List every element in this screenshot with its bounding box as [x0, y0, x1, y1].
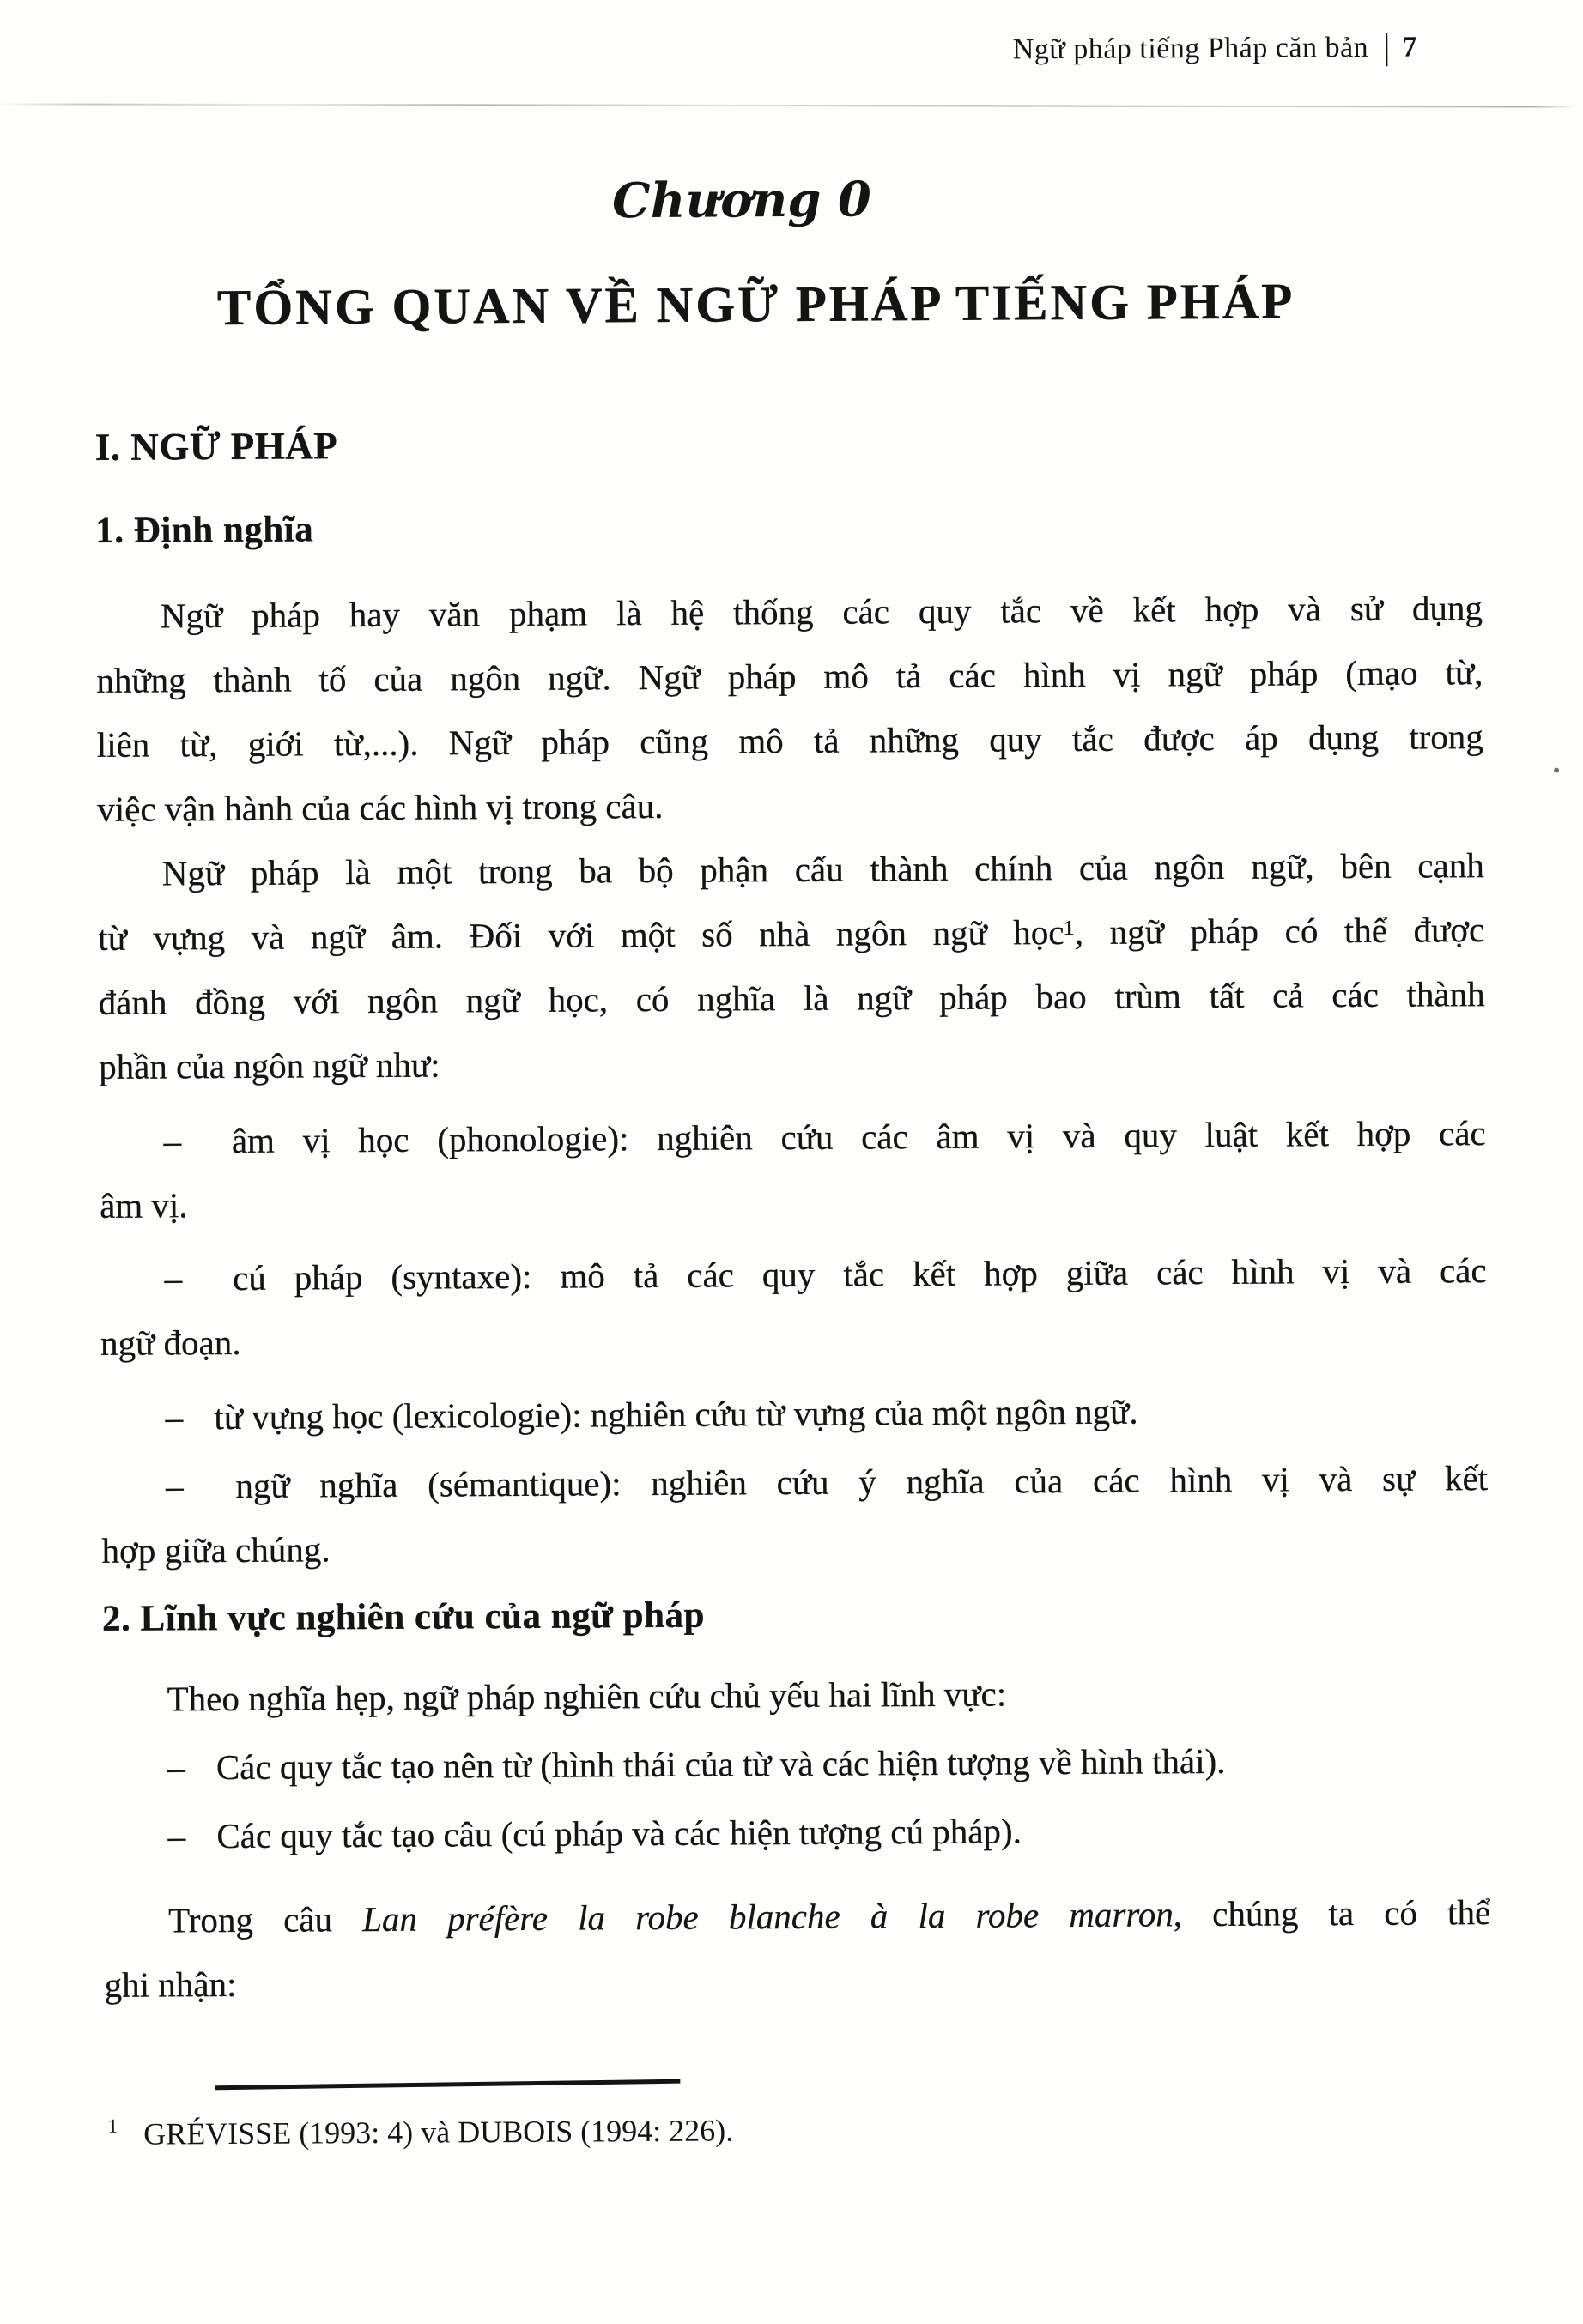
text-line: [99, 1101, 1485, 1174]
bullet-semantics: [101, 1446, 1489, 1583]
subsection-heading-dinh-nghia: 1. Định nghĩa: [95, 509, 314, 551]
section-heading-ngu-phap: I. NGỮ PHÁP: [94, 424, 338, 469]
text-line: [103, 1728, 1489, 1800]
bullet-dash: –: [165, 1397, 184, 1437]
bullet-text: ngữ nghĩa (sémantique): nghiên cứu ý nghĩa của các hình vị và sự kết: [235, 1458, 1489, 1505]
text-line: ghi nhận:: [104, 1964, 237, 2005]
text-line: ngữ đoạn.: [100, 1322, 241, 1363]
bullet-dash: –: [167, 1816, 186, 1856]
bullet-text: cú pháp (syntaxe): mô tả các quy tắc kết hợp giữa các hình vị và các: [232, 1250, 1487, 1298]
example-lead: Trong câu: [168, 1899, 333, 1940]
bullet-dash: –: [165, 1466, 184, 1506]
bullet-lexicology: [100, 1377, 1487, 1450]
text-line: [104, 1880, 1490, 1953]
text-line: [101, 1446, 1488, 1519]
bullet-text: Các quy tắc tạo nên từ (hình thái của từ và các hiện tượng về hình thái).: [215, 1740, 1226, 1788]
text-line: [100, 1238, 1486, 1311]
bullet-text: Các quy tắc tạo câu (cú pháp và các hiện tượng cú pháp).: [216, 1811, 1022, 1856]
bullet-dash: –: [163, 1121, 182, 1161]
header-book-title: Ngữ pháp tiếng Pháp căn bản: [1012, 31, 1369, 66]
footnote: [108, 2095, 1492, 2158]
text-line: những thành tố của ngôn ngữ. Ngữ pháp mô tả các hình vị ngữ pháp (mạo từ,: [96, 652, 1483, 700]
text-line: việc vận hành của các hình vị trong câu.: [97, 785, 664, 829]
footnote-divider: [215, 2079, 680, 2091]
text-line: Theo nghĩa hẹp, ngữ pháp nghiên cứu chủ yếu hai lĩnh vực:: [167, 1673, 1007, 1719]
paragraph-example-sentence: [104, 1880, 1491, 2018]
text-line: [103, 1796, 1489, 1869]
header-separator: |: [1383, 27, 1391, 68]
paragraph-grammar-components: [98, 833, 1486, 1099]
text-line: liên từ, giới từ,...). Ngữ pháp cũng mô tả những quy tắc được áp dụng trong: [96, 717, 1483, 765]
footnote-marker: 1: [107, 2115, 118, 2137]
example-tail: , chúng ta có thể: [1173, 1892, 1491, 1934]
text-line: [100, 1377, 1487, 1450]
bullet-dash: –: [167, 1747, 185, 1788]
text-line: Ngữ pháp là một trong ba bộ phận cấu thành chính của ngôn ngữ, bên cạnh: [161, 845, 1484, 893]
text-line: đánh đồng với ngôn ngữ học, có nghĩa là ngữ pháp bao trùm tất cả các thành: [98, 974, 1485, 1022]
paragraph-grammar-definition: [96, 576, 1484, 842]
scan-line-artifact: [0, 103, 1577, 107]
bullet-syntax: [100, 1238, 1487, 1376]
chapter-label: Chương 0: [611, 171, 872, 230]
bullet-dash: –: [164, 1258, 183, 1298]
text-line: âm vị.: [99, 1185, 188, 1226]
header-page-number: 7: [1402, 31, 1418, 64]
bullet-word-formation: [103, 1728, 1489, 1800]
speck-artifact: [1554, 768, 1559, 773]
running-header: [0, 29, 1417, 76]
example-french-italic: Lan préfère la robe blanche à la robe marron: [362, 1894, 1174, 1940]
bullet-sentence-formation: [103, 1796, 1489, 1869]
footnote-text: GRÉVISSE (1993: 4) và DUBOIS (1994: 226).: [143, 2113, 734, 2152]
text-line: hợp giữa chúng.: [101, 1529, 331, 1571]
bullet-text: từ vựng học (lexicologie): nghiên cứu từ vựng của một ngôn ngữ.: [214, 1391, 1138, 1437]
text-line: phần của ngôn ngữ như:: [98, 1044, 440, 1086]
bullet-phonology: [99, 1101, 1486, 1238]
subsection-heading-linh-vuc: 2. Lĩnh vực nghiên cứu của ngữ pháp: [101, 1595, 706, 1639]
bullet-text: âm vị học (phonologie): nghiên cứu các âm vị và quy luật kết hợp các: [231, 1113, 1486, 1160]
text-line: từ vựng và ngữ âm. Đối với một số nhà ngôn ngữ học¹, ngữ pháp có thể được: [98, 910, 1485, 958]
paragraph-two-fields-intro: [102, 1659, 1489, 1732]
chapter-title: TỔNG QUAN VỀ NGỮ PHÁP TIẾNG PHÁP: [216, 272, 1295, 336]
text-line: Ngữ pháp hay văn phạm là hệ thống các quy tắc về kết hợp và sử dụng: [160, 588, 1483, 636]
